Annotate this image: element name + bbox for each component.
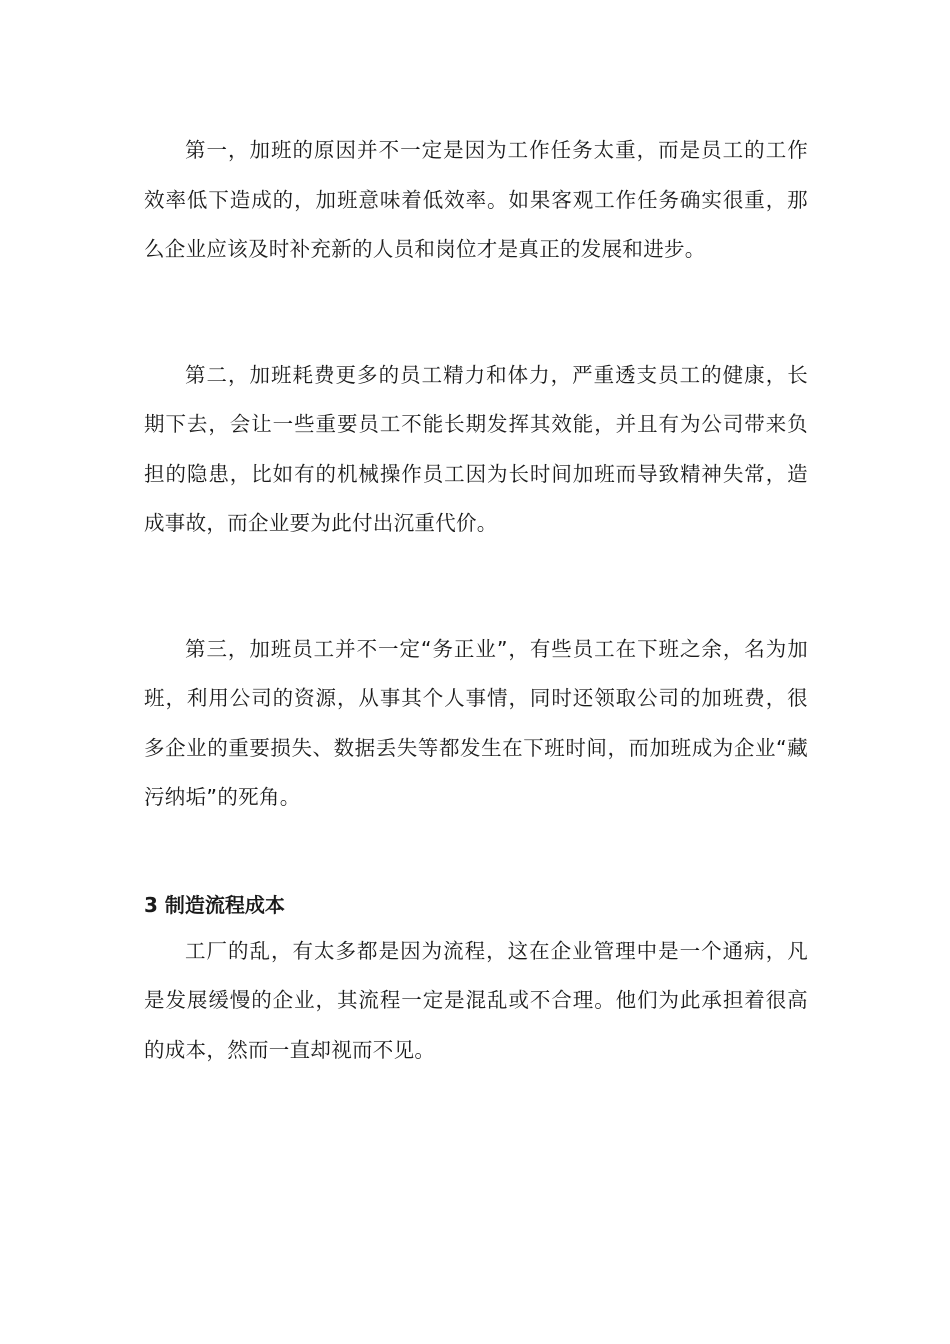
- paragraph-spacer: [144, 823, 808, 883]
- section-paragraph: 工厂的乱，有太多都是因为流程，这在企业管理中是一个通病，凡是发展缓慢的企业，其流程一定是混乱或不合理。他们为此承担着很高的成本，然而一直却视而不见。: [144, 938, 808, 1062]
- paragraph-spacer: [144, 275, 808, 351]
- section-heading: 3 制造流程成本: [144, 892, 285, 917]
- paragraph-second: 第二，加班耗费更多的员工精力和体力，严重透支员工的健康，长期下去，会让一些重要员工不能长期发挥其效能，并且有为公司带来负担的隐患，比如有的机械操作员工因为长时间加班而导致精神失常，造成事故，而企业要为此付出沉重代价。: [144, 362, 808, 535]
- document-body: [144, 126, 808, 1075]
- paragraph-spacer: [144, 549, 808, 625]
- paragraph-first: 第一，加班的原因并不一定是因为工作任务太重，而是员工的工作效率低下造成的，加班意味着低效率。如果客观工作任务确实很重，那么企业应该及时补充新的人员和岗位才是真正的发展和进步。: [144, 138, 808, 261]
- paragraph-third: 第三，加班员工并不一定“务正业”，有些员工在下班之余，名为加班，利用公司的资源，从事其个人事情，同时还领取公司的加班费，很多企业的重要损失、数据丢失等都发生在下班时间，而加班成为企业“藏污纳垢”的死角。: [144, 636, 808, 809]
